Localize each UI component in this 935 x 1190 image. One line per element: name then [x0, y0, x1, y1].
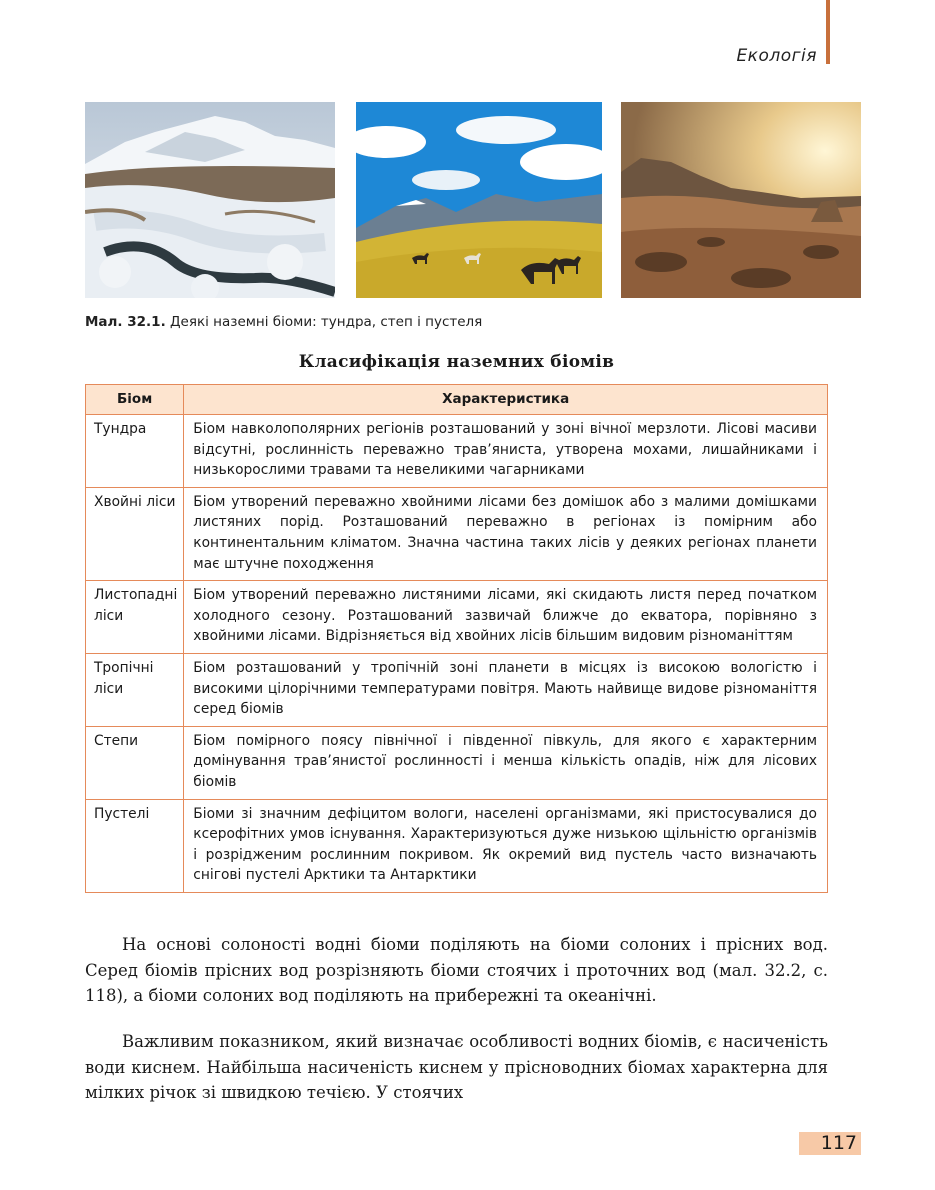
biome-name: Хвойні ліси: [86, 487, 184, 580]
body-paragraph-2: [85, 1029, 828, 1106]
biome-name: Степи: [86, 726, 184, 799]
photo-tundra: [85, 102, 335, 298]
biome-description: Біом утворений переважно листяними лісами, які скидають листя перед початком холодного сезону. Розташований зазвичай ближче до екватора, порівняно з хвойними лісами. Відрізняється від хвойних лісів більшим видовим різноманіттям: [184, 581, 828, 654]
figure-caption-label: Мал. 32.1.: [85, 314, 166, 330]
paragraph-text: На основі солоності водні біоми поділяють на біоми солоних і прісних вод. Серед біомів прісних вод розрізняють біоми стоячих і проточних вод (мал. 32.2, с. 118), а біоми солоних вод поділяють на прибережні та океанічні.: [85, 935, 828, 1005]
table-row: [86, 581, 828, 654]
biomes-table: [85, 384, 828, 893]
header-characteristic: Характеристика: [184, 385, 828, 415]
table-row: [86, 415, 828, 488]
table-row: [86, 799, 828, 892]
biome-name: Тропічні ліси: [86, 653, 184, 726]
table-row: [86, 487, 828, 580]
biome-name: Пустелі: [86, 799, 184, 892]
table-title: Класифікація наземних біомів: [298, 352, 615, 372]
biome-name: Тундра: [86, 415, 184, 488]
photo-steppe: [356, 102, 602, 298]
figure-caption: [85, 314, 482, 330]
biome-description: Біоми зі значним дефіцитом вологи, населені організмами, які пристосувалися до ксерофітних умов існування. Характеризуються дуже низькою щільністю організмів і розрідженим рослинним покривом. Як окремий вид пустель часто визначають снігові пустелі Арктики та Антарктики: [184, 799, 828, 892]
page-number: 117: [799, 1132, 861, 1155]
biome-description: Біом навколополярних регіонів розташований у зоні вічної мерзлоти. Лісові масиви відсутні, рослинність переважно трав’яниста, утворена мохами, лишайниками і низькорослими травами та невеликими чагарниками: [184, 415, 828, 488]
figure-caption-text: Деякі наземні біоми: тундра, степ і пустеля: [165, 314, 483, 330]
photo-desert: [621, 102, 861, 298]
table-row: [86, 653, 828, 726]
table-header-row: [86, 385, 828, 415]
biome-name: Листопадні ліси: [86, 581, 184, 654]
biome-description: Біом утворений переважно хвойними лісами без домішок або з малими домішками листяних порід. Розташований переважно в регіонах із помірним або континентальним кліматом. Значна частина таких лісів у деяких регіонах планети має штучне походження: [184, 487, 828, 580]
header-biome: Біом: [86, 385, 184, 415]
table-row: [86, 726, 828, 799]
section-title: Екологія: [736, 46, 817, 66]
body-paragraph-1: [85, 932, 828, 1009]
biome-description: Біом помірного поясу північної і південної півкуль, для якого є характерним домінування трав’янистої рослинності і менша кількість опадів, ніж для лісових біомів: [184, 726, 828, 799]
biome-description: Біом розташований у тропічній зоні планети в місцях із високою вологістю і високими цілорічними температурами повітря. Мають найвище видове різноманіття серед біомів: [184, 653, 828, 726]
header-accent-bar: [826, 0, 830, 64]
paragraph-text: Важливим показником, який визначає особливості водних біомів, є насиченість води киснем. Найбільша насиченість киснем у прісноводних біомах характерна для мілких річок зі швидкою течією. У стоячих: [85, 1032, 828, 1102]
